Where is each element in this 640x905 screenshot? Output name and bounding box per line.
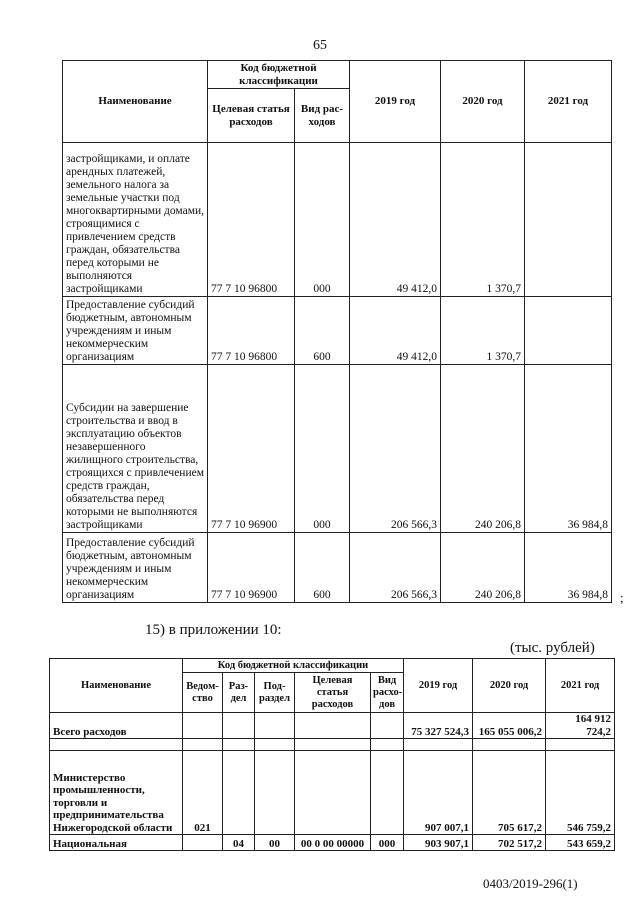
row-name: Субсидии на завершение строительства и ввод в эксплуатацию объектов незавершенного жилищного строительства, строящихся с привлечением средств граждан, обязательства перед которыми не выполняются застройщиками: [63, 365, 208, 533]
row-code: 77 7 10 96800: [208, 297, 295, 365]
row-dept: [183, 835, 223, 851]
trailing-semicolon: ;: [620, 590, 624, 605]
header-2019: 2019 год: [350, 61, 441, 143]
table-row: [63, 533, 612, 603]
row-section: [223, 751, 255, 835]
header-2021: 2021 год: [525, 61, 612, 143]
row-2020: 240 206,8: [441, 533, 525, 603]
row-2020: 1 370,7: [441, 143, 525, 297]
budget-table-2: [49, 658, 615, 851]
table-row: [50, 739, 615, 751]
header-type: Вид рас-ходов: [295, 89, 350, 143]
row-2021: 36 984,8: [525, 533, 612, 603]
table-row: [63, 297, 612, 365]
header-code-group: Код бюджетной классификации: [208, 61, 350, 89]
row-type: [371, 713, 404, 739]
row-target: [295, 739, 371, 751]
row-2019: 49 412,0: [350, 297, 441, 365]
row-2019: [404, 739, 473, 751]
row-2021: [525, 297, 612, 365]
row-2019: 903 907,1: [404, 835, 473, 851]
row-section: [223, 739, 255, 751]
row-section: 04: [223, 835, 255, 851]
row-type: 000: [295, 143, 350, 297]
row-2019: 206 566,3: [350, 533, 441, 603]
row-code: 77 7 10 96900: [208, 365, 295, 533]
row-2020: 240 206,8: [441, 365, 525, 533]
document-id: 0403/2019-296(1): [483, 876, 578, 891]
row-dept: 021: [183, 751, 223, 835]
row-subsection: [255, 751, 295, 835]
row-2021: 546 759,2: [546, 751, 615, 835]
row-2021: [525, 143, 612, 297]
header-2021: 2021 год: [546, 659, 615, 713]
budget-table-1: [62, 60, 612, 603]
row-2019: 907 007,1: [404, 751, 473, 835]
header-name: Наименование: [50, 659, 183, 713]
table-row: [63, 365, 612, 533]
row-type: 600: [295, 533, 350, 603]
table-row: [50, 713, 615, 739]
row-2021: 164 912 724,2: [546, 713, 615, 739]
row-2019: 49 412,0: [350, 143, 441, 297]
row-2019: 206 566,3: [350, 365, 441, 533]
row-name: [50, 739, 183, 751]
row-2021: 543 659,2: [546, 835, 615, 851]
header-dept: Ведом-ство: [183, 673, 223, 713]
table-row: [50, 835, 615, 851]
row-name: Предоставление субсидий бюджетным, автономным учреждениям и иным некоммерческим организациям: [63, 533, 208, 603]
row-code: 77 7 10 96800: [208, 143, 295, 297]
row-2020: 702 517,2: [473, 835, 546, 851]
row-type: 600: [295, 297, 350, 365]
units-label: (тыс. рублей): [510, 640, 595, 656]
row-name: Всего расходов: [50, 713, 183, 739]
row-name: застройщиками, и оплате арендных платежей, земельного налога за земельные участки под многоквартирными домами, строящимися с привлечением средств граждан, обязательства перед которыми не выполняются застройщиками: [63, 143, 208, 297]
table-row: [50, 751, 615, 835]
row-target: [295, 751, 371, 835]
row-type: [371, 739, 404, 751]
row-name: Национальная: [50, 835, 183, 851]
row-2021: [546, 739, 615, 751]
row-code: 77 7 10 96900: [208, 533, 295, 603]
header-target: Целевая статья расходов: [295, 673, 371, 713]
row-2021: 36 984,8: [525, 365, 612, 533]
header-code-group: Код бюджетной классификации: [183, 659, 404, 673]
section-intro: 15) в приложении 10:: [145, 622, 282, 638]
header-section: Раз-дел: [223, 673, 255, 713]
header-subsection: Под-раздел: [255, 673, 295, 713]
header-target: Целевая статья расходов: [208, 89, 295, 143]
row-name: Предоставление субсидий бюджетным, автономным учреждениям и иным некоммерческим организациям: [63, 297, 208, 365]
table-row: [63, 143, 612, 297]
row-dept: [183, 739, 223, 751]
row-dept: [183, 713, 223, 739]
row-target: 00 0 00 00000: [295, 835, 371, 851]
row-subsection: [255, 713, 295, 739]
row-type: 000: [295, 365, 350, 533]
row-2019: 75 327 524,3: [404, 713, 473, 739]
header-2019: 2019 год: [404, 659, 473, 713]
header-2020: 2020 год: [441, 61, 525, 143]
row-type: [371, 751, 404, 835]
row-name: Министерство промышленности, торговли и предпринимательства Нижегородской области: [50, 751, 183, 835]
row-subsection: [255, 739, 295, 751]
row-subsection: 00: [255, 835, 295, 851]
row-2020: [473, 739, 546, 751]
row-section: [223, 713, 255, 739]
header-name: Наименование: [63, 61, 208, 143]
row-2020: 165 055 006,2: [473, 713, 546, 739]
page-number: 65: [313, 38, 327, 53]
row-2020: 1 370,7: [441, 297, 525, 365]
header-2020: 2020 год: [473, 659, 546, 713]
header-type: Вид расхо-дов: [371, 673, 404, 713]
row-2020: 705 617,2: [473, 751, 546, 835]
row-target: [295, 713, 371, 739]
row-type: 000: [371, 835, 404, 851]
